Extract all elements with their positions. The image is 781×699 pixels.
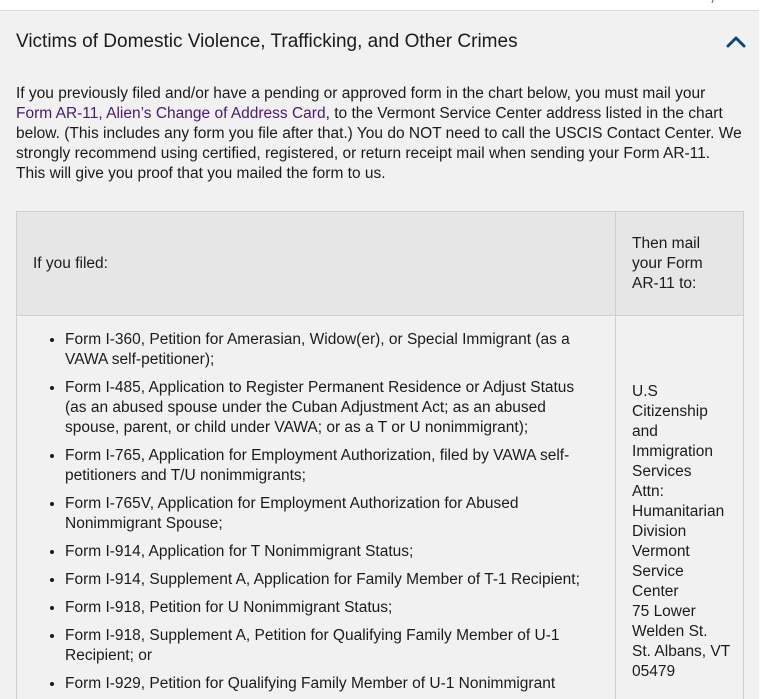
accordion-section xyxy=(0,10,759,699)
intro-text-before-link: If you previously filed and/or have a pending or approved form in the chart below, you must mail your xyxy=(16,85,706,102)
accordion-header[interactable] xyxy=(16,30,750,62)
forms-cell xyxy=(17,316,616,699)
chevron-up-icon[interactable] xyxy=(722,30,750,54)
header-if-you-filed: If you filed: xyxy=(17,212,616,316)
table-row xyxy=(17,316,744,699)
list-item: • Form I-360, Petition for Amerasian, Widow(er), or Special Immigrant (as a VAWA self-petitioner); xyxy=(65,330,599,370)
list-item: • Form I-914, Supplement A, Application for Family Member of T-1 Recipient; xyxy=(65,570,599,590)
list-item: • Form I-765V, Application for Employment Authorization for Abused Nonimmigrant Spouse; xyxy=(65,494,599,534)
accordion-title: Victims of Domestic Violence, Trafficking, and Other Crimes xyxy=(16,31,518,52)
list-item: • Form I-914, Application for T Nonimmigrant Status; xyxy=(65,542,599,562)
list-item: • Form I-485, Application to Register Permanent Residence or Adjust Status (as an abused spouse under the Cuban Adjustment Act; as an abused spouse, parent, or child under VAWA; or as a T or U nonimmigrant); xyxy=(65,378,599,438)
address-line-center: Vermont Service Center xyxy=(632,543,690,600)
address-line-agency: U.S Citizenship and Immigration Services xyxy=(632,383,713,480)
list-item: • Form I-765, Application for Employment Authorization, filed by VAWA self-petitioners and T/U nonimmigrants; xyxy=(65,446,599,486)
header-then-mail: Then mail your Form AR-11 to: xyxy=(616,212,744,316)
list-item: • Form I-918, Supplement A, Petition for Qualifying Family Member of U-1 Recipient; or xyxy=(65,626,599,666)
list-item: • Form I-929, Petition for Qualifying Family Member of U-1 Nonimmigrant xyxy=(65,674,599,694)
address-line-city: St. Albans, VT 05479 xyxy=(632,643,730,680)
mailing-address-cell xyxy=(616,316,744,699)
list-item: • Form I-918, Petition for U Nonimmigrant Status; xyxy=(65,598,599,618)
address-line-attn: Attn: Humanitarian Division xyxy=(632,483,725,540)
intro-text-after-link: , to the Vermont Service Center address listed in the chart below. (This includes any form you file after that.) You do NOT need to call the USCIS Contact Center. We strongly recommend using certified, registered, or return receipt mail when sending your Form AR-11. This will give you proof that you mailed the form to us. xyxy=(16,105,742,182)
forms-list xyxy=(33,330,599,694)
ar-11-form-link[interactable]: Form AR-11, Alien’s Change of Address Card xyxy=(16,105,326,122)
top-edge-mark xyxy=(711,0,719,3)
address-line-street: 75 Lower Welden St. xyxy=(632,603,708,640)
intro-paragraph xyxy=(16,84,742,184)
table-header-row xyxy=(17,212,744,316)
mailing-address-table xyxy=(16,211,744,699)
